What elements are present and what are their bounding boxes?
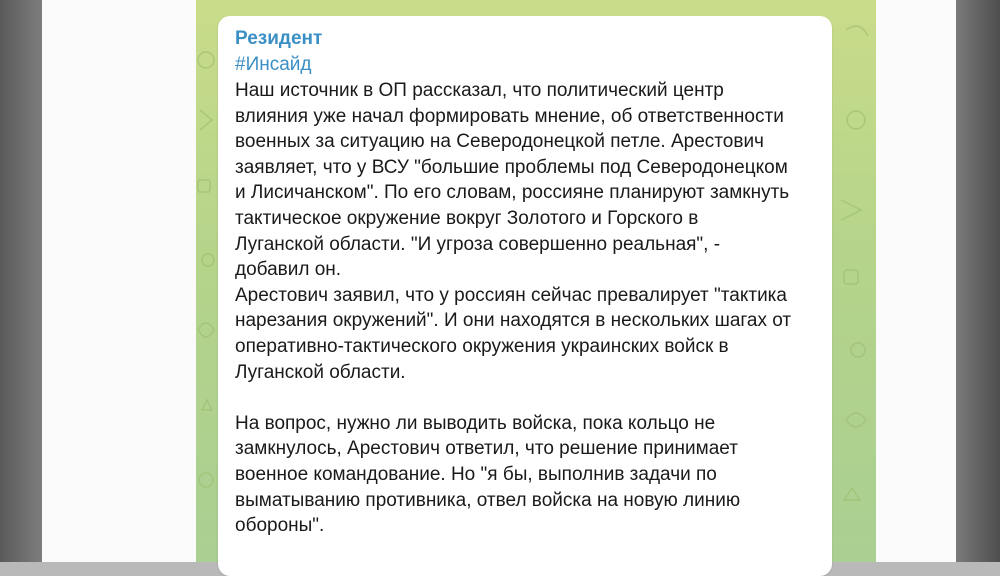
message-line: обороны". xyxy=(235,515,325,537)
video-frame-left-edge xyxy=(0,0,42,562)
message-line: выматыванию противника, отвел войска на новую линию xyxy=(235,489,741,511)
message-line: Арестович заявил, что у россиян сейчас превалирует "тактика xyxy=(235,284,787,306)
message-line: оперативно-тактического окружения украинских войск в xyxy=(235,335,729,357)
message-hashtag-link[interactable]: #Инсайд xyxy=(235,54,312,75)
message-line: военных за ситуацию на Северодонецкой петле. Арестович xyxy=(235,131,764,153)
message-line: нарезания окружений". И они находятся в нескольких шагах от xyxy=(235,310,792,332)
message-line xyxy=(235,385,835,411)
message-line: На вопрос, нужно ли выводить войска, пока кольцо не xyxy=(235,412,716,434)
message-line: тактическое окружение вокруг Золотого и Горского в xyxy=(235,207,699,229)
message-line: Луганской области. "И угроза совершенно реальная", - xyxy=(235,233,721,255)
message-line: военное командование. Но "я бы, выполнив задачи по xyxy=(235,463,717,485)
message-line: Луганской области. xyxy=(235,361,406,383)
message-line: заявляет, что у ВСУ "большие проблемы под Северодонецком xyxy=(235,156,788,178)
video-frame-right-edge xyxy=(956,0,1000,562)
message-line: добавил он. xyxy=(235,259,342,281)
message-line: и Лисичанском". По его словам, россияне планируют замкнуть xyxy=(235,182,790,204)
message-sender-name[interactable]: Резидент xyxy=(235,28,323,49)
message-text xyxy=(235,78,835,539)
message-line: влияния уже начал формировать мнение, об ответственности xyxy=(235,105,784,127)
message-line: замкнулось, Арестович ответил, что решение принимает xyxy=(235,438,738,460)
message-line: Наш источник в ОП рассказал, что политический центр xyxy=(235,80,724,101)
